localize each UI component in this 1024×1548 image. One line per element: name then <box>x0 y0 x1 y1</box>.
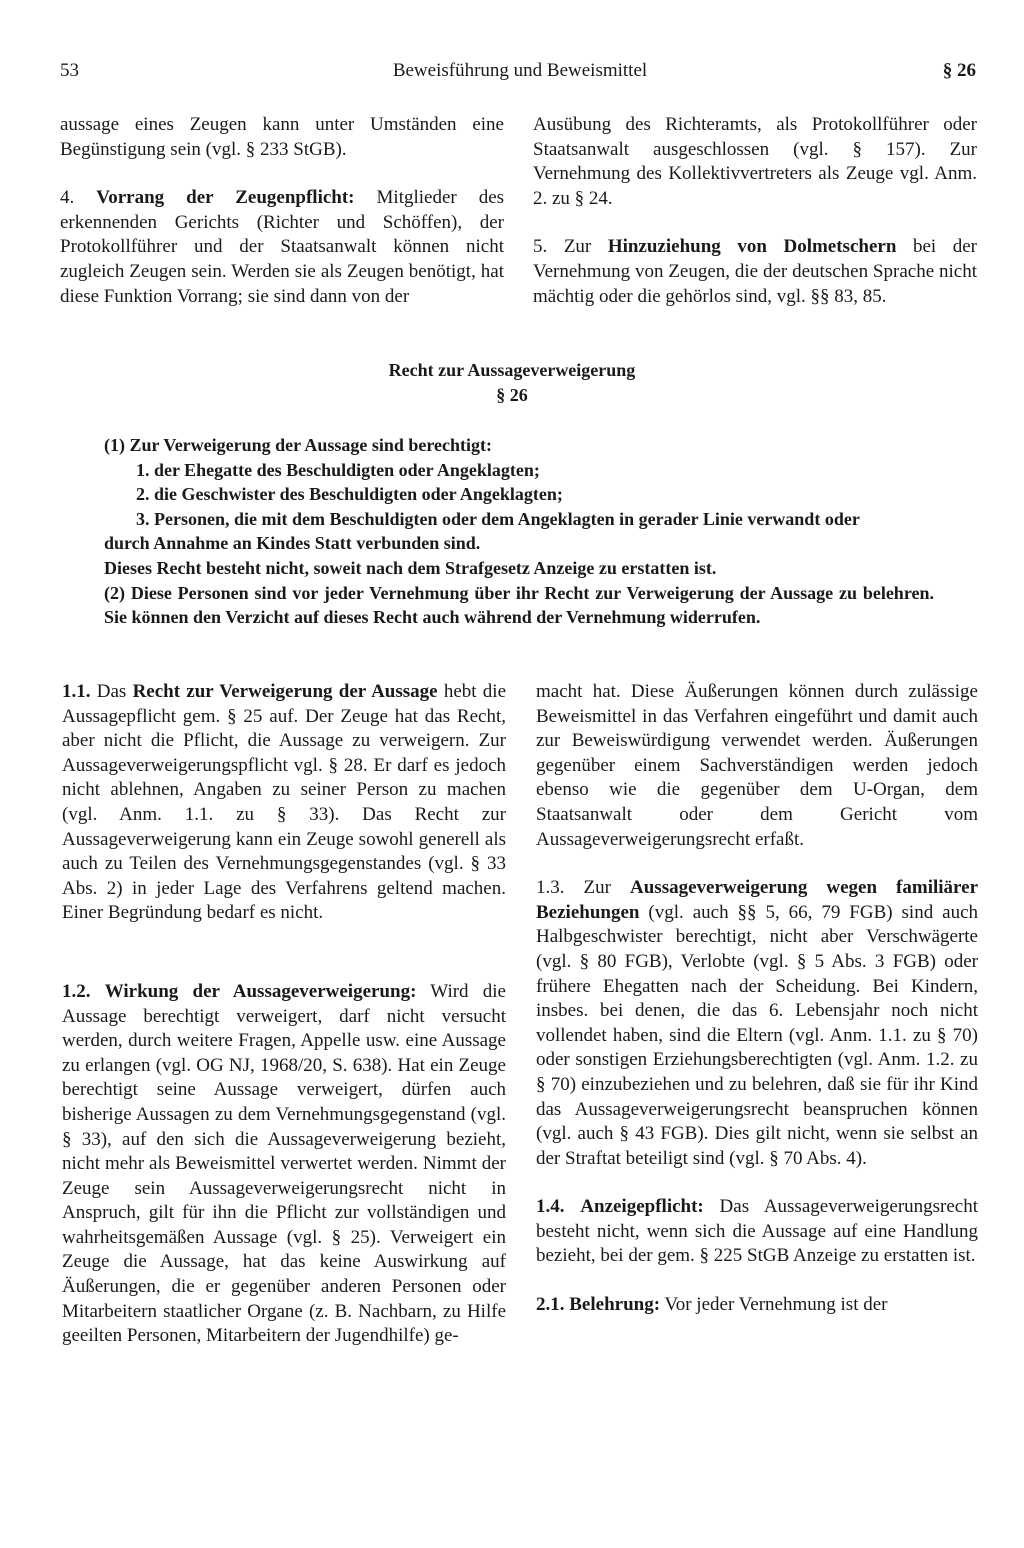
law-item-2: 2. die Geschwister des Beschuldigten oder Angeklagten; <box>136 484 563 505</box>
law-item-1: 1. der Ehegatte des Beschuldigten oder Angeklagten; <box>136 459 540 480</box>
note-number: 1.2. <box>62 980 91 1002</box>
note-1-4 <box>536 1195 978 1269</box>
paragraph-heading: Hinzuziehung von Dolmetschern <box>607 236 897 258</box>
note-text: Vor jeder Vernehmung ist der <box>664 1294 888 1316</box>
note-number: 1.3. Zur <box>536 877 611 899</box>
note-continuation: macht hat. Diese Äußerungen können durch zulässige Beweismittel in das Verfahren eingeführt und damit auch zur Beweiswürdigung verwendet werden. Äußerungen gegenüber einem Sachverständigen werden jedoch ebenso wie die gegenüber dem U-Organ, dem Staatsanwalt oder dem Gericht vom Aussageverweigerungsrecht erfaßt. <box>536 681 978 850</box>
note-text: Wird die Aussage berechtigt verweigert, darf nicht versucht werden, durch weitere Fragen, Appelle usw. eine Aussage zu erlangen (vgl. OG NJ, 1968/20, S. 638). Hat ein Zeuge berechtigt seine Aussage verweigert, dürfen auch bisherige Aussagen zu dem Vernehmungsgegenstand (vgl. § 33), auf den sich die Aussageverweigerung bezieht, nicht mehr als Beweismittel verwertet werden. Nimmt der Zeuge sein Aussageverweigerungsrecht nicht in Anspruch, gilt für ihn die Pflicht zur vollständigen und wahrheitsgemäßen Aussage (vgl. § 25). Verweigert ein Zeuge die Aussage, hat das keine Auswirkung auf Äußerungen, die er gegenüber anderen Personen oder Mitarbeitern staatlicher Organe (z. B. Nachbarn, zu Hilfe geeilten Personen, Mitarbeitern der Jugendhilfe) ge- <box>62 980 506 1347</box>
note-1-1 <box>62 680 506 926</box>
note-1-3 <box>536 876 978 1171</box>
law-heading <box>0 358 1024 408</box>
law-absatz-1: (1) Zur Verweigerung der Aussage sind berechtigt: <box>104 435 493 455</box>
bottom-right-column <box>536 680 978 1318</box>
note-number: 1.4. <box>536 1196 565 1218</box>
paragraph-5 <box>533 235 977 309</box>
page-header <box>60 60 976 90</box>
law-sentence: Dieses Recht besteht nicht, soweit nach dem Strafgesetz Anzeige zu erstatten ist. <box>104 557 717 578</box>
note-text: Das <box>96 681 127 702</box>
paragraph-continuation: Ausübung des Richteramts, als Protokollführer oder Staatsanwalt ausgeschlossen (vgl. § 157). Zur Vernehmung des Kollektivvertreters als Zeuge vgl. Anm. 2. zu § 24. <box>533 114 977 209</box>
note-heading: Belehrung: <box>569 1294 661 1316</box>
law-absatz-2: (2) Diese Personen sind vor jeder Vernehmung über ihr Recht zur Verweigerung der Aussage zu belehren. Sie können den Verzicht auf dieses Recht auch während der Vernehmung widerrufen. <box>104 582 934 628</box>
law-text <box>104 433 934 630</box>
note-heading: Recht zur Verweigerung der Aussage <box>132 681 438 702</box>
note-heading: Aussageverweigerung wegen familiärer Beziehungen <box>536 877 978 923</box>
page-number: 53 <box>60 60 79 81</box>
law-item-3-cont: durch Annahme an Kindes Statt verbunden sind. <box>104 533 481 554</box>
paragraph-number: 4. <box>60 187 75 209</box>
note-heading: Anzeigepflicht: <box>580 1196 704 1218</box>
section-marker: § 26 <box>942 60 976 81</box>
top-right-column <box>533 113 977 309</box>
law-item-3: 3. Personen, die mit dem Beschuldigten oder dem Angeklagten in gerader Linie verwandt oder <box>136 508 860 529</box>
law-section: § 26 <box>496 385 528 405</box>
paragraph-text: bei der Vernehmung von Zeugen, die der deutschen Sprache nicht mächtig oder die gehörlos sind, vgl. §§ 83, 85. <box>533 236 977 307</box>
law-title: Recht zur Aussageverweigerung <box>388 360 636 380</box>
note-number: 2.1. <box>536 1294 565 1316</box>
note-text: (vgl. auch §§ 5, 66, 79 FGB) sind auch Halbgeschwister berechtigt, nicht aber Verschwägerte (vgl. § 80 FGB), Verlobte (vgl. § 5 Abs. 3 FGB) oder frühere Ehegatten nach der Scheidung. Bei Kindern, insbes. bei denen, die das 6. Lebensjahr noch nicht vollendet haben, sind die Eltern (vgl. Anm. 1.1. zu § 70) oder sonstigen Erziehungsberechtigten (vgl. Anm. 1.2. zu § 70) einzubeziehen und zu belehren, daß sie für ihr Kind das Aussageverweigerungsrecht beanspruchen können (vgl. auch § 43 FGB). Dies gilt nicht, wenn sie selbst an der Straftat beteiligt sind (vgl. § 70 Abs. 4). <box>536 901 978 1169</box>
note-text: Das Aussageverweigerungsrecht besteht nicht, wenn sich die Aussage auf eine Handlung bezieht, bei der gem. § 225 StGB Anzeige zu erstatten ist. <box>536 1196 979 1267</box>
note-text: hebt die Aussagepflicht gem. § 25 auf. Der Zeuge hat das Recht, aber nicht die Pflicht, die Aussage zu verweigern. Zur Aussageverweigerungspflicht vgl. § 28. Er darf es jedoch nicht ablehnen, Angaben zu seiner Person zu machen (vgl. Anm. 1.1. zu § 33). Das Recht zur Aussageverweigerung kann ein Zeuge sowohl generell als auch zu Teilen des Vernehmungsgegenstandes (vgl. § 33 Abs. 2) in jeder Lage des Verfahrens geltend machen. Einer Begründung bedarf es nicht. <box>62 681 507 924</box>
note-number: 1.1. <box>62 681 91 702</box>
paragraph-4 <box>60 186 504 309</box>
paragraph-number: 5. Zur <box>533 236 592 258</box>
bottom-left-column <box>62 680 506 1349</box>
note-heading: Wirkung der Aussageverweigerung: <box>104 980 417 1002</box>
top-left-column <box>60 113 504 309</box>
note-1-2 <box>62 980 506 1349</box>
paragraph-continuation: aussage eines Zeugen kann unter Umständen eine Begünstigung sein (vgl. § 233 StGB). <box>60 114 504 160</box>
note-2-1 <box>536 1293 978 1318</box>
paragraph-text: Mitglieder des erkennenden Gerichts (Richter und Schöffen), der Protokollführer und der Staatsanwalt können nicht zugleich Zeugen sein. Werden sie als Zeugen benötigt, hat diese Funktion Vorrang; sie sind dann von der <box>60 187 505 307</box>
paragraph-heading: Vorrang der Zeugenpflicht: <box>96 187 355 209</box>
running-title: Beweisführung und Beweismittel <box>392 60 648 81</box>
